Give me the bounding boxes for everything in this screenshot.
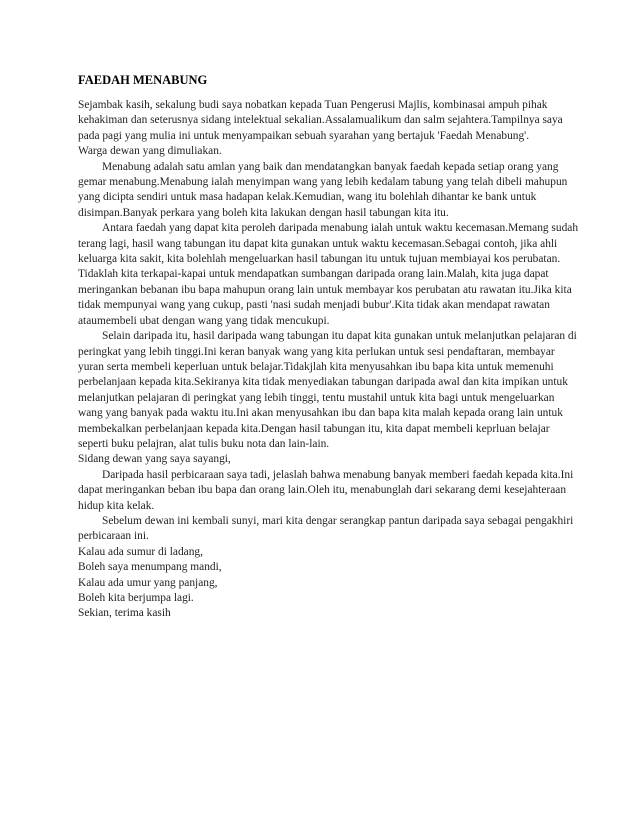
pantun-line: Kalau ada umur yang panjang,: [78, 576, 218, 589]
pantun-line: Boleh kita berjumpa lagi.: [78, 592, 194, 604]
document-title: FAEDAH MENABUNG: [78, 73, 208, 87]
pantun-block: [78, 545, 578, 607]
paragraph-education-benefit: Selain daripada itu, hasil daripada wang tabungan itu dapat kita gunakan untuk melanjutkan pelajaran di peringkat yang lebih tinggi.Ini keran banyak wang yang kita perlukan untuk sesi pendaftaran, membayar yuran serta membeli keperluan untuk belajar.Tidakjlah kita menyusahkan ibu bapa kita untuk memenuhi perbelanjaan kepada kita.Sekiranya kita tidak menyediakan tabungan daripada awal dan kita impikan untuk melanjutkan pelajaran di peringkat yang lebih tinggi, tentu mustahil untuk kita bagi untuk mengeluarkan wang yang banyak pada waktu itu.Ini akan menyusahkan ibu dan bapa kita malah kepada orang lain untuk membekalkan perbelanjaan kepada kita.Dengan hasil tabungan itu, kita dapat membeli keprluan belajar seperti buku pelajran, alat tulis buku nota dan lain-lain.: [78, 330, 577, 450]
pantun-line: Boleh saya menumpang mandi,: [78, 561, 222, 574]
paragraph-opening: Sejambak kasih, sekalung budi saya nobatkan kepada Tuan Pengerusi Majlis, kombinasai ampuh pihak kehakiman dan seterusnya sidang intelektual sekalian.Assalamualikum dan salm sejahtera.Tampilnya saya pada pagi yang mulia ini untuk menyampaikan sebuah syarahan yang bertajuk 'Faedah Menabung'.: [78, 99, 563, 142]
paragraph-menabung-definition: Menabung adalah satu amlan yang baik dan mendatangkan banyak faedah kepada setiap orang yang gemar menabung.Menabung ialah menyimpan wang yang lebih kedalam tabung yang telah dibeli mahupun yang dicipta sendiri untuk masa hadapan kelak.Kemudian, wang itu bolehlah dihantar ke bank untuk disimpan.Banyak perkara yang boleh kita lakukan dengan hasil tabungan kita itu.: [78, 160, 568, 219]
paragraph-greeting-2: Sidang dewan yang saya sayangi,: [78, 453, 231, 466]
paragraph-emergency-benefit: Antara faedah yang dapat kita peroleh daripada menabung ialah untuk waktu kecemasan.Memang sudah terang lagi, hasil wang tabungan itu dapat kita gunakan untuk waktu kecemasan.Sebagai contoh, jika ahli keluarga kita sakit, kita bolehlah mengeluarkan hasil tabungan itu untuk tujuan membiayai kos perubatan. Tidaklah kita terkapai-kapai untuk mendapatkan sumbangan daripada orang lain.Malah, kita juga dapat meringankan bebanan ibu bapa mahupun orang lain untuk membayar kos perubatan atu rawatan itu.Jika kita tidak mempunyai wang yang cukup, pasti 'nasi sudah menjadi bubur'.Kita tidak akan mendapat rawatan ataumembeli ubat dengan wang yang tidak mencukupi.: [78, 222, 579, 327]
pantun-line: Kalau ada sumur di ladang,: [78, 545, 203, 558]
paragraph-greeting-1: Warga dewan yang dimuliakan.: [78, 145, 222, 158]
closing-line: Sekian, terima kasih: [78, 607, 171, 620]
document-page: [78, 72, 578, 622]
paragraph-pantun-intro: Sebelum dewan ini kembali sunyi, mari kita dengar serangkap pantun daripada saya sebagai pengakhiri perbicaraan ini.: [78, 514, 574, 543]
paragraph-conclusion: Daripada hasil perbicaraan saya tadi, jelaslah bahwa menabung banyak memberi faedah kepada kita.Ini dapat meringankan beban ibu bapa dan orang lain.Oleh itu, menabunglah dari sekarang demi kesejahteraan hidup kita kelak.: [78, 468, 574, 512]
